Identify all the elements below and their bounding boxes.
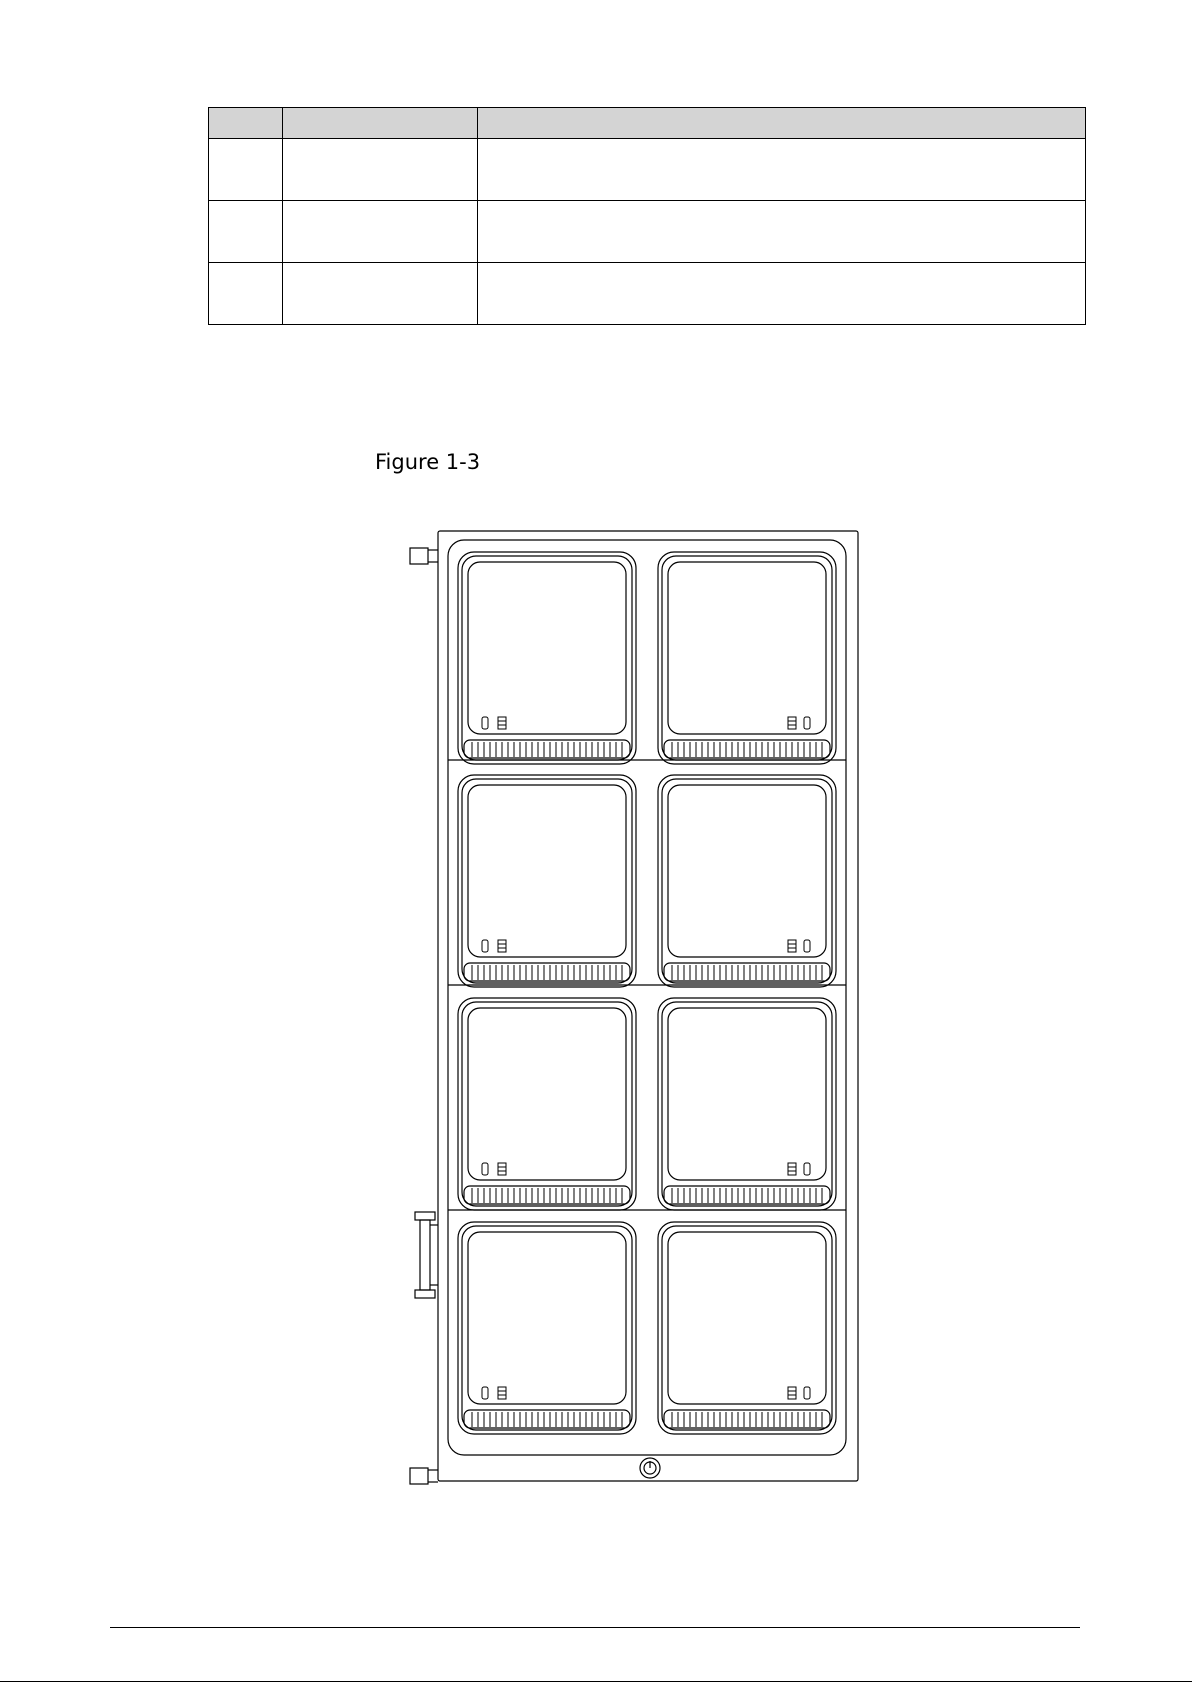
drive-bay: [658, 552, 836, 764]
footer-divider: [110, 1627, 1080, 1628]
drive-bay: [458, 1222, 636, 1434]
drive-bay: [658, 1222, 836, 1434]
table-header-cell: [283, 108, 478, 139]
power-button-icon: [640, 1458, 660, 1478]
chassis-front-panel-drawing: [400, 530, 860, 1490]
chassis-handle: [415, 1212, 438, 1298]
table-row: [209, 263, 1086, 325]
description-table: [208, 107, 1086, 325]
table-row: [209, 201, 1086, 263]
table-cell: [478, 263, 1086, 325]
table-cell: [283, 263, 478, 325]
drive-bay: [458, 775, 636, 987]
table-cell: [283, 139, 478, 201]
drive-bay: [458, 998, 636, 1210]
drive-bay: [658, 775, 836, 987]
table-cell: [283, 201, 478, 263]
table-cell: [478, 139, 1086, 201]
figure-caption: Figure 1-3: [375, 450, 481, 474]
table-header-cell: [478, 108, 1086, 139]
table-header-row: [209, 108, 1086, 139]
chassis-frame: [438, 531, 858, 1481]
table-header-cell: [209, 108, 283, 139]
drive-bay: [658, 998, 836, 1210]
drive-bay: [458, 552, 636, 764]
table-cell: [478, 201, 1086, 263]
mounting-ear-bottom: [410, 1468, 438, 1484]
table-cell: [209, 263, 283, 325]
page-bottom-divider: [0, 1681, 1192, 1682]
table-cell: [209, 139, 283, 201]
table-cell: [209, 201, 283, 263]
mounting-ear-top: [410, 548, 438, 564]
table-row: [209, 139, 1086, 201]
